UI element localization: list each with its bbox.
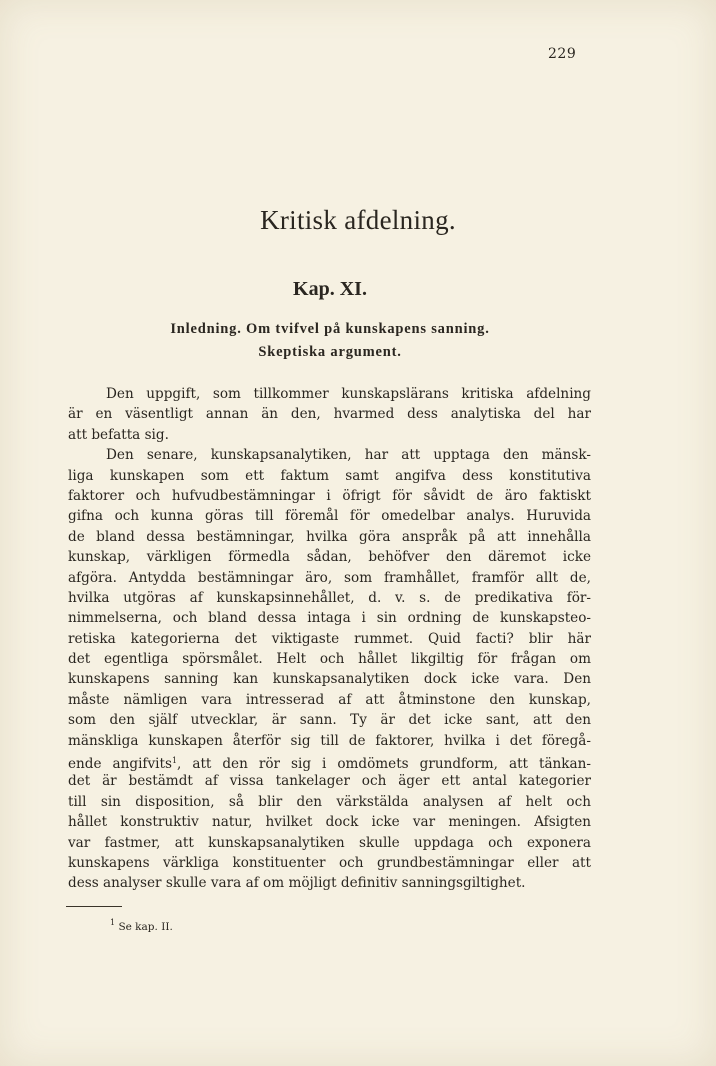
line-text: Den senare, kunskapsanalytiken, har att upptaga den mänsk- [106, 447, 591, 464]
footnote-reference: 1 [171, 756, 178, 766]
line-text: hållet konstruktiv natur, hvilket dock icke var meningen. Afsigten [68, 814, 591, 831]
line-text: Den uppgift, som tillkommer kunskapslärans kritiska afdelning [106, 386, 591, 402]
line-text: att befatta sig. [68, 426, 169, 443]
line-text: det egentliga spörsmålet. Helt och hållet likgiltig för frågan om [68, 651, 591, 668]
text-line [68, 731, 591, 751]
text-line [68, 404, 591, 424]
text-line [68, 588, 591, 608]
body-text [68, 384, 591, 894]
line-text: ende angifvits [68, 756, 172, 772]
page-number: 229 [548, 46, 577, 62]
text-line [68, 486, 591, 506]
line-text: mänskliga kunskapen återför sig till de faktorer, hvilka i det föregå- [68, 732, 591, 749]
line-text: var fastmer, att kunskapsanalytiken skulle uppdaga och exponera [68, 834, 591, 851]
chapter-heading: Kap. XI. [293, 278, 367, 300]
line-text: gifna och kunna göras till föremål för omedelbar analys. Huruvida [68, 508, 591, 525]
line-text: kunskap, värkligen förmedla sådan, behöfver den däremot icke [68, 549, 591, 566]
line-text: dess analyser skulle vara af om möjligt definitiv sanningsgiltighet. [68, 875, 526, 892]
line-text: måste nämligen vara intresserad af att åtminstone den kunskap, [68, 691, 591, 708]
text-line [68, 425, 591, 445]
text-line [68, 445, 591, 465]
text-line [68, 873, 591, 893]
line-text: kunskapens värkliga konstituenter och grundbestämningar eller att [68, 854, 591, 871]
text-line [68, 608, 591, 628]
text-line [68, 629, 591, 649]
text-line [68, 527, 591, 547]
text-line [68, 568, 591, 588]
text-line [68, 751, 591, 771]
line-text: det är bestämdt af vissa tankelager och äger ett antal kategorier [68, 773, 591, 790]
footnote-text: Se kap. II. [118, 921, 173, 933]
line-text-continued: , att den rör sig i omdömets grundform, att tänkan- [177, 756, 591, 772]
text-line [68, 710, 591, 730]
footnote [110, 918, 173, 933]
text-line [68, 384, 591, 404]
text-line [68, 547, 591, 567]
text-line [68, 792, 591, 812]
line-text: till sin disposition, så blir den värkstälda analysen af helt och [68, 793, 591, 810]
line-text: retiska kategorierna det viktigaste rummet. Quid facti? blir här [68, 630, 591, 647]
subtitle-line-1: Inledning. Om tvifvel på kunskapens sanning. [170, 321, 490, 337]
footnote-marker: 1 [110, 918, 116, 927]
text-line [68, 853, 591, 873]
text-line [68, 506, 591, 526]
line-text: faktorer och hufvudbestämningar i öfrigt för såvidt de äro faktiskt [68, 487, 591, 504]
text-line [68, 771, 591, 791]
line-text: kunskapens sanning kan kunskapsanalytiken dock icke vara. Den [68, 671, 591, 688]
text-line [68, 466, 591, 486]
text-line [68, 690, 591, 710]
line-text: är en väsentligt annan än den, hvarmed dess analytiska del har [68, 406, 591, 423]
section-title: Kritisk afdelning. [260, 205, 456, 235]
text-line [68, 833, 591, 853]
line-text: som den själf utvecklar, är sann. Ty är det icke sant, att den [68, 712, 591, 729]
line-text: de bland dessa bestämningar, hvilka göra anspråk på att innehålla [68, 528, 591, 545]
line-text: afgöra. Antydda bestämningar äro, som framhållet, framför allt de, [68, 569, 591, 586]
line-text: liga kunskapen som ett faktum samt angifva dess konstitutiva [68, 467, 591, 484]
footnote-divider [66, 906, 122, 907]
text-line [68, 649, 591, 669]
text-line [68, 812, 591, 832]
text-line [68, 669, 591, 689]
line-text: nimmelserna, och bland dessa intaga i sin ordning de kunskapsteo- [68, 610, 591, 627]
line-text: hvilka utgöras af kunskapsinnehållet, d. v. s. de predikativa för- [68, 589, 591, 606]
subtitle-line-2: Skeptiska argument. [258, 344, 402, 360]
